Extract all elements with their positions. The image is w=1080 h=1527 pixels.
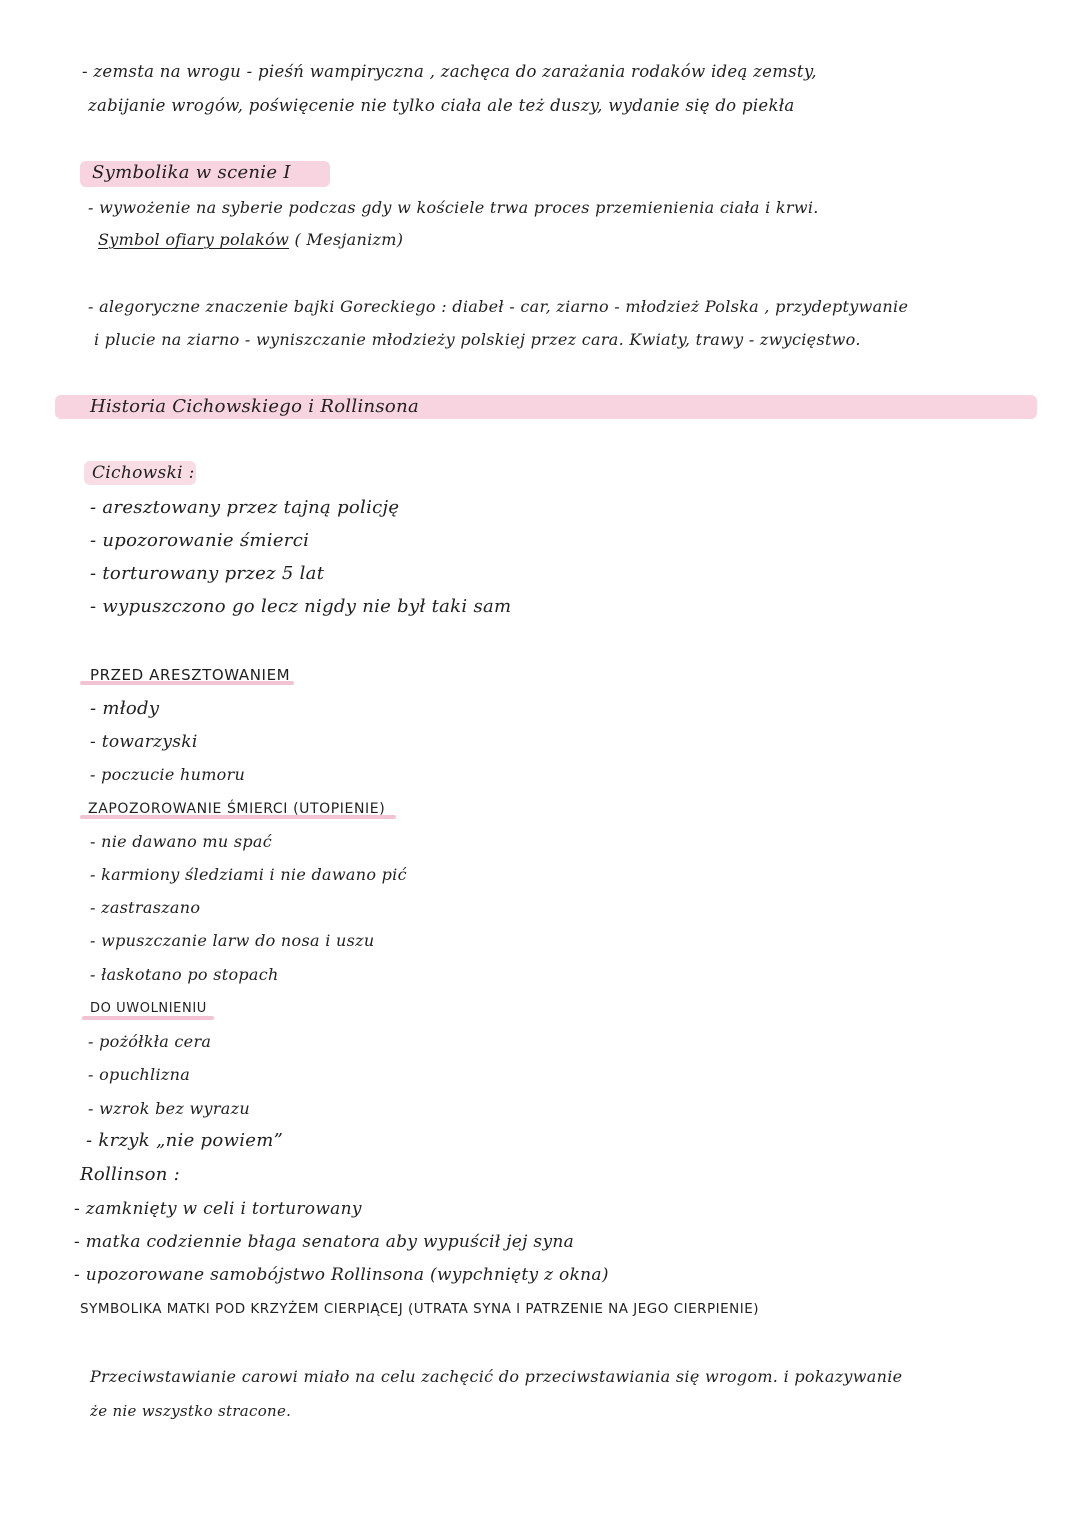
text-line: zabijanie wrogów, poświęcenie nie tylko ciała ale też duszy, wydanie się do piekła — [88, 96, 795, 115]
list-item: - łaskotano po stopach — [90, 965, 279, 984]
list-item: - karmiony śledziami i nie dawano pić — [90, 865, 407, 884]
text-line: - wywożenie na syberie podczas gdy w kościele trwa proces przemienienia ciała i krwi. — [88, 198, 819, 217]
text-line — [98, 228, 403, 252]
subheading: Cichowski : — [92, 463, 195, 483]
text-line: - zemsta na wrogu - pieśń wampiryczna , zachęca do zarażania rodaków ideą zemsty, — [82, 62, 817, 81]
list-item: - wypuszczono go lecz nigdy nie był taki sam — [90, 596, 512, 617]
text-line: i plucie na ziarno - wyniszczanie młodzieży polskiej przez cara. Kwiaty, trawy - zwycięstwo. — [94, 330, 861, 349]
list-item: - opuchlizna — [88, 1065, 191, 1084]
text-line: - alegoryczne znaczenie bajki Goreckiego : diabeł - car, ziarno - młodzież Polska , przydeptywanie — [88, 297, 909, 316]
list-item: - pożółkła cera — [88, 1032, 212, 1051]
text-fragment: ( Mesjanizm) — [289, 230, 404, 249]
list-item: - wzrok bez wyrazu — [88, 1099, 250, 1118]
section-heading: Historia Cichowskiego i Rollinsona — [90, 396, 419, 417]
list-item: - poczucie humoru — [90, 765, 246, 784]
list-item: - młody — [90, 698, 160, 719]
list-item: - wpuszczanie larw do nosa i uszu — [90, 931, 375, 950]
list-item: - krzyk „nie powiem” — [86, 1130, 284, 1151]
text-line: Przeciwstawianie carowi miało na celu zachęcić do przeciwstawiania się wrogom. i pokazywanie — [90, 1367, 903, 1386]
list-item: - zamknięty w celi i torturowany — [74, 1199, 362, 1219]
list-item: - nie dawano mu spać — [90, 832, 273, 851]
subheading: ZAPOZOROWANIE ŚMIERCI (UTOPIENIE) — [88, 801, 386, 817]
list-item: - upozorowanie śmierci — [90, 530, 310, 551]
text-line: że nie wszystko stracone. — [90, 1402, 292, 1420]
list-item: - upozorowane samobójstwo Rollinsona (wypchnięty z okna) — [74, 1265, 609, 1285]
subheading: DO UWOLNIENIU — [90, 1001, 207, 1016]
underlined-phrase: Symbol ofiary polaków — [98, 230, 290, 249]
section-heading: Symbolika w scenie I — [92, 162, 291, 183]
subheading: Rollinson : — [80, 1164, 181, 1185]
text-line: SYMBOLIKA MATKI POD KRZYŻEM CIERPIĄCEJ (UTRATA SYNA I PATRZENIE NA JEGO CIERPIENIE) — [80, 1301, 760, 1317]
list-item: - torturowany przez 5 lat — [90, 563, 325, 584]
list-item: - aresztowany przez tajną policję — [90, 497, 400, 518]
list-item: - towarzyski — [90, 732, 198, 752]
list-item: - zastraszano — [90, 898, 201, 917]
list-item: - matka codziennie błaga senatora aby wypuścił jej syna — [74, 1232, 575, 1252]
subheading: PRZED ARESZTOWANIEM — [90, 666, 291, 684]
